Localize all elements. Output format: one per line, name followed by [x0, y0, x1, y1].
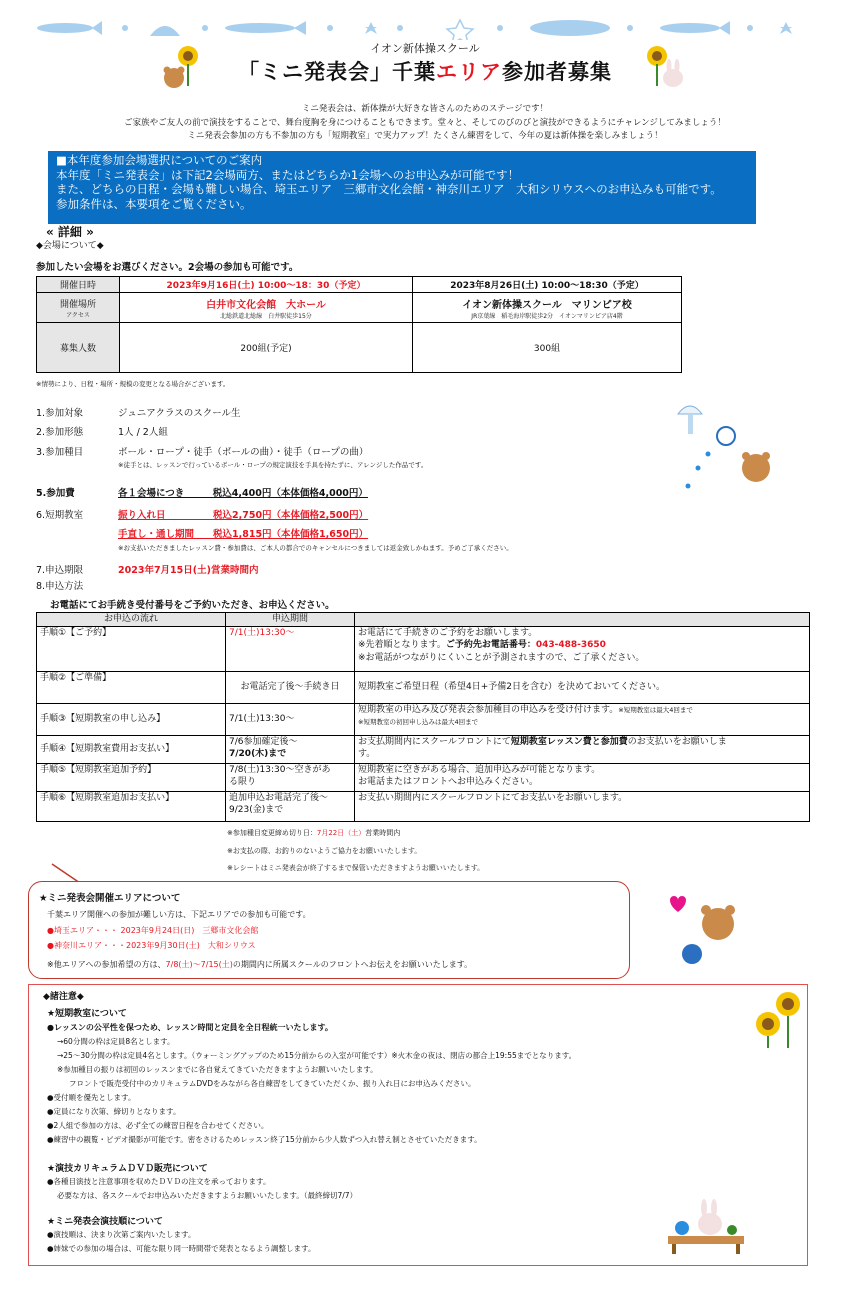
period-col-header: 申込期間: [226, 613, 355, 627]
venue2-date: 2023年8月26日(土) 10:00～18:30（予定）: [413, 277, 682, 293]
item-target: 1.参加対象 ジュニアクラスのスクール生: [36, 408, 241, 419]
table-row: 手順①【ご予約】 7/1(土)13:30～ お電話にて手続きのご予約をお願いします。 ※先着順となります。ご予約先お電話番号：043-488-3650 ※お電話がつながりにくいことが予測されますので、ご了承ください。: [37, 626, 810, 671]
rabbit-bench-icon: [666, 1188, 746, 1256]
sunflower-bear-icon: [162, 44, 204, 92]
sunflowers-icon: [752, 990, 808, 1050]
venue2-place: イオン新体操スクール マリンピア校 JR京葉線 稲毛海岸駅徒歩2分 イオンマリンピア店4階: [413, 293, 682, 323]
change-deadline-note: ※参加種目変更締め切り日：7月22日（土）営業時間内: [227, 829, 401, 837]
intro-text: ミニ発表会は、新体操が大好きな皆さんのためのステージです！ ご家族やご友人の前で演技をすることで、舞台度胸を身につけることもできます。堂々と、そしてのびのびと演技ができるようにチャレンジしてみましょう！ ミニ発表会参加の方も不参加の方も「短期教室」で実力アップ！たくさん練習をして、今年の夏は新体操を楽しみましょう！: [124, 104, 726, 141]
item-deadline: 7.申込期限 2023年7月15日(土)営業時間内: [36, 565, 259, 576]
flow-col-header: お申込の流れ: [37, 613, 226, 627]
table-row: 手順④【短期教室費用お支払い】 7/6参加確定後～ 7/20(木)まで お支払期間内にスクールフロントにて短期教室レッスン費と参加費のお支払いをお願いしま す。: [37, 735, 810, 763]
venue2-capacity: 300組: [413, 323, 682, 373]
venue1-place: 白井市文化会館 大ホール 北総鉄道北総線 白井駅徒歩15分: [120, 293, 413, 323]
venue1-capacity: 200組(予定): [120, 323, 413, 373]
wind-chime-bear-icon: [668, 392, 776, 502]
row-place-label: 開催場所 アクセス: [37, 293, 120, 323]
item-event: 3.参加種目 ボール・ロープ・徒手（ボールの曲）・徒手（ロープの曲）: [36, 447, 369, 458]
item-short-class-fee2: 手直し・通し期間 税込1,815円（本体価格1,650円）: [118, 529, 369, 540]
table-row: 手順③【短期教室の申し込み】 7/1(土)13:30～ 短期教室の申込み及び発表会参加種目の申込みを受け付けます。※短期教室は最大4回まで ※短期教室の初回申し込みは最大4回まで: [37, 703, 810, 735]
row-date-label: 開催日時: [37, 277, 120, 293]
school-name: イオン新体操スクール: [370, 42, 480, 55]
application-flow-table: [36, 612, 810, 822]
receipt-note: ※レシートはミニ発表会が終了するまで保管いただきますようお願いいたします。: [227, 864, 485, 872]
table-row: 手順⑤【短期教室追加予約】 7/8(土)13:30～空きがあ る限り 短期教室に空きがある場合、追加申込みが可能となります。 お電話またはフロントへお申込みください。: [37, 763, 810, 791]
page-title: 「ミニ発表会」千葉エリア参加者募集: [238, 60, 612, 84]
phone-intro: お電話にてお手続き受付番号をご予約いただき、お申込ください。: [50, 600, 335, 611]
item-fee: 5.参加費 各１会場につき 税込4,400円（本体価格4,000円）: [36, 488, 368, 499]
item-format: 2.参加形態 1人 / 2人組: [36, 427, 168, 438]
table-row: 手順②【ご準備】 お電話完了後～手続き日 短期教室ご希望日程（希望4日+予備2日を含む）を決めておいてください。: [37, 671, 810, 703]
venue-table: [36, 276, 682, 373]
item-method: 8.申込方法: [36, 581, 84, 592]
table-row: 手順⑥【短期教室追加お支払い】 追加申込お電話完了後～ 9/23(金)まで お支払い期間内にスクールフロントにてお支払いをお願いします。: [37, 791, 810, 821]
row-capacity-label: 募集人数: [37, 323, 120, 373]
sunflower-rabbit-icon: [643, 44, 685, 92]
item-short-class: 6.短期教室 振り入れ日 税込2,750円（本体価格2,500円）: [36, 510, 369, 521]
venue-heading: ◆会場について◆: [36, 241, 104, 251]
item-event-note: ※徒手とは、レッスンで行っているボール・ロープの規定演技を手具を持たずに、アレンジした作品です。: [118, 461, 428, 469]
bear-balloon-icon: [662, 892, 742, 972]
sea-creature-border: [30, 16, 820, 40]
item-refund-note: ※お支払いただきましたレッスン費・参加費は、ご本人の都合でのキャンセルにつきましては返金致しかねます。予めご了承ください。: [118, 544, 513, 552]
venue1-date: 2023年9月16日(土) 10:00～18：30（予定）: [120, 277, 413, 293]
change-note: ※お支払の際、お釣りのないようご協力をお願いいたします。: [227, 847, 422, 855]
other-area-bubble: ★ミニ発表会開催エリアについて 千葉エリア開催への参加が難しい方は、下記エリアでの参加も可能です。 ●埼玉エリア・・・ 2023年9月24日(日) 三郷市文化会館 ●神奈川エリア・・・2023年9月30日(土) 大和シリウス ※他エリアへの参加希望の方は、7/8(土)～7/15(土)の期間内に所属スクールのフロントへお伝えをお願いいたします。: [28, 881, 630, 979]
details-heading: « 詳細 »: [46, 225, 94, 239]
venue-selection-notice: ■本年度参加会場選択についてのご案内 本年度「ミニ発表会」は下記2会場両方、またはどちらか1会場へのお申込みが可能です！ また、どちらの日程・会場も難しい場合、埼玉エリア 三郷市文化会館・神奈川エリア 大和シリウスへのお申込みも可能です。 参加条件は、本要項をご覧ください。: [48, 151, 756, 224]
venue-change-note: ※情勢により、日程・場所・規模の変更となる場合がございます。: [36, 380, 230, 388]
detail-col-header: [355, 613, 810, 627]
venue-choose-text: 参加したい会場をお選びください。2会場の参加も可能です。: [36, 262, 299, 273]
precautions-box: ◆諸注意◆ ★短期教室について ●レッスンの公平性を保つため、レッスン時間と定員を全日程統一いたします。 →60分間の枠は定員8名とします。 →25～30分間の枠は定員4名とします。（ウォーミングアップのため15分前からの入室が可能です）※火木金の夜は、閉店の都合上19:55までとなります。 ※参加種目の振りは初回のレッスンまでに各自覚えてきていただきますようお願いいたします。 フロントで販売受付中のカリキュラムDVDをみながら各自練習をしてきていただくか、振り入れ日にお申込みください。 ●受付順を優先とします。 ●定員になり次第、締切りとなります。 ●2人組で参加の方は、必ず全ての練習日程を合わせてください。 ●練習中の観覧・ビデオ撮影が可能です。密をさけるためレッスン終了15分前から少人数ずつ入れ替え制とさせていただきます。 ★演技カリキュラムＤＶＤ販売について ●各種目演技と注意事項を収めたＤＶＤの注文を承っております。 必要な方は、各スクールでお申込みいただきますようお願いいたします。（最終締切7/7） ★ミニ発表会演技順について ●演技順は、決まり次第ご案内いたします。 ●姉妹での参加の場合は、可能な限り同一時間帯で発表となるよう調整します。: [28, 984, 808, 1266]
